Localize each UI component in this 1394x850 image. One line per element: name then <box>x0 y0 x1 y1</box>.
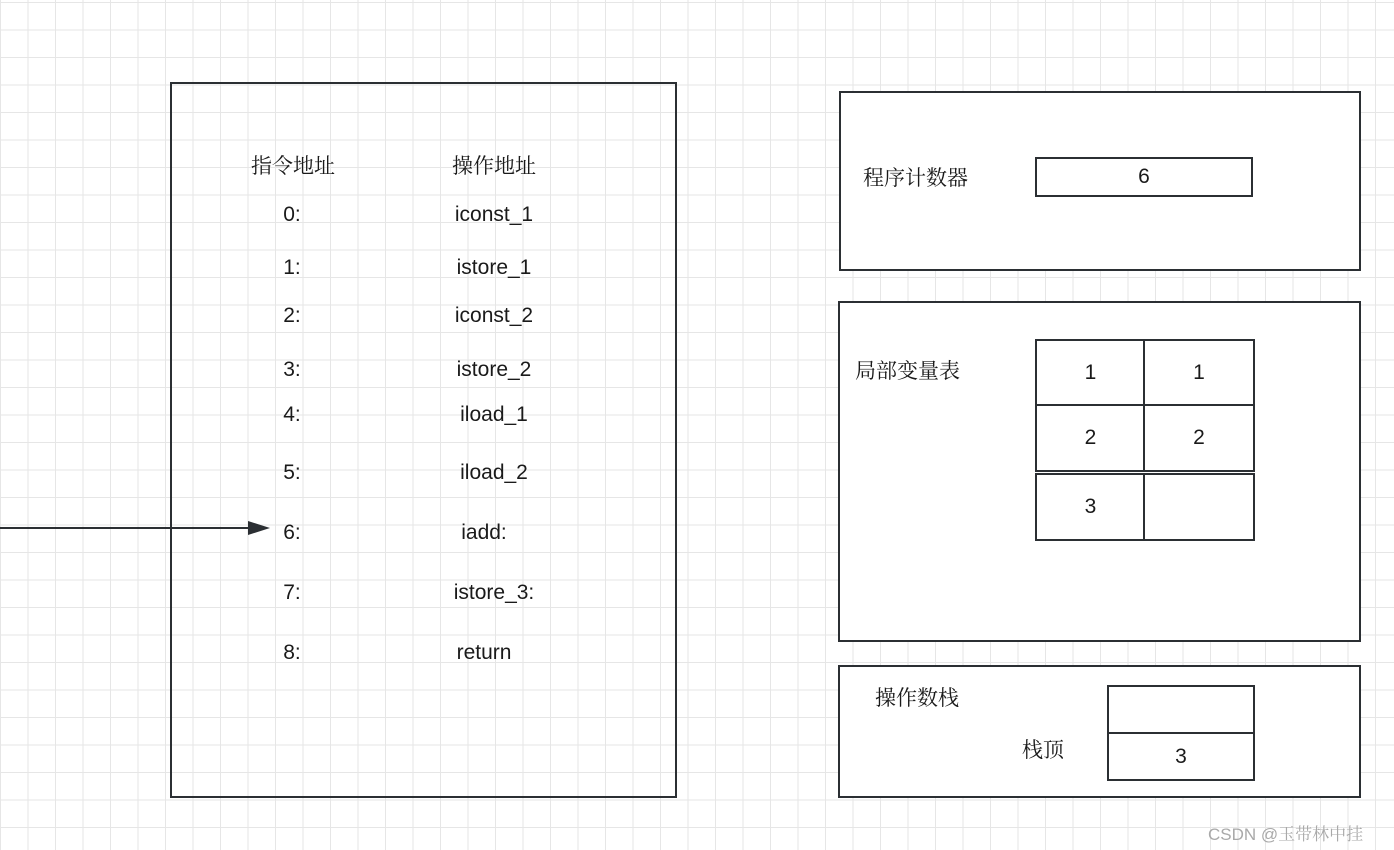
instruction-address: 4: <box>283 403 301 426</box>
operand-stack-label: 操作数栈 <box>875 687 959 710</box>
local-variable-label: 局部变量表 <box>855 360 960 383</box>
local-var-cell: 2 <box>1143 404 1255 472</box>
local-var-cell: 1 <box>1143 339 1255 406</box>
instruction-address: 8: <box>283 641 301 664</box>
instruction-address: 3: <box>283 358 301 381</box>
instruction-address: 7: <box>283 581 301 604</box>
instruction-opcode: iload_2 <box>460 461 528 484</box>
instruction-opcode: iconst_1 <box>454 203 534 226</box>
instruction-panel <box>170 82 677 798</box>
header-address: 指令地址 <box>251 155 335 178</box>
stack-slot <box>1107 685 1255 734</box>
instruction-address: 5: <box>283 461 301 484</box>
watermark: CSDN @玉带林中挂 <box>1208 825 1364 844</box>
instruction-opcode: iadd: <box>461 521 507 544</box>
instruction-address: 1: <box>283 256 301 279</box>
instruction-opcode: iload_1 <box>460 403 528 426</box>
local-var-cell: 2 <box>1035 404 1146 472</box>
instruction-address: 0: <box>283 203 301 226</box>
instruction-opcode: return <box>456 641 512 664</box>
local-var-cell: 3 <box>1035 473 1146 541</box>
instruction-address: 2: <box>283 304 301 327</box>
instruction-opcode: istore_3: <box>453 581 535 604</box>
local-var-cell: 1 <box>1035 339 1146 406</box>
instruction-opcode: istore_2 <box>456 358 532 381</box>
instruction-opcode: istore_1 <box>456 256 532 279</box>
instruction-address: 6: <box>283 521 301 544</box>
stack-slot-top: 3 <box>1107 732 1255 781</box>
stack-top-label: 栈顶 <box>1022 739 1064 762</box>
header-operation: 操作地址 <box>452 155 536 178</box>
program-counter-label: 程序计数器 <box>863 167 968 190</box>
local-var-cell <box>1143 473 1255 541</box>
program-counter-value: 6 <box>1035 157 1253 197</box>
instruction-opcode: iconst_2 <box>454 304 534 327</box>
